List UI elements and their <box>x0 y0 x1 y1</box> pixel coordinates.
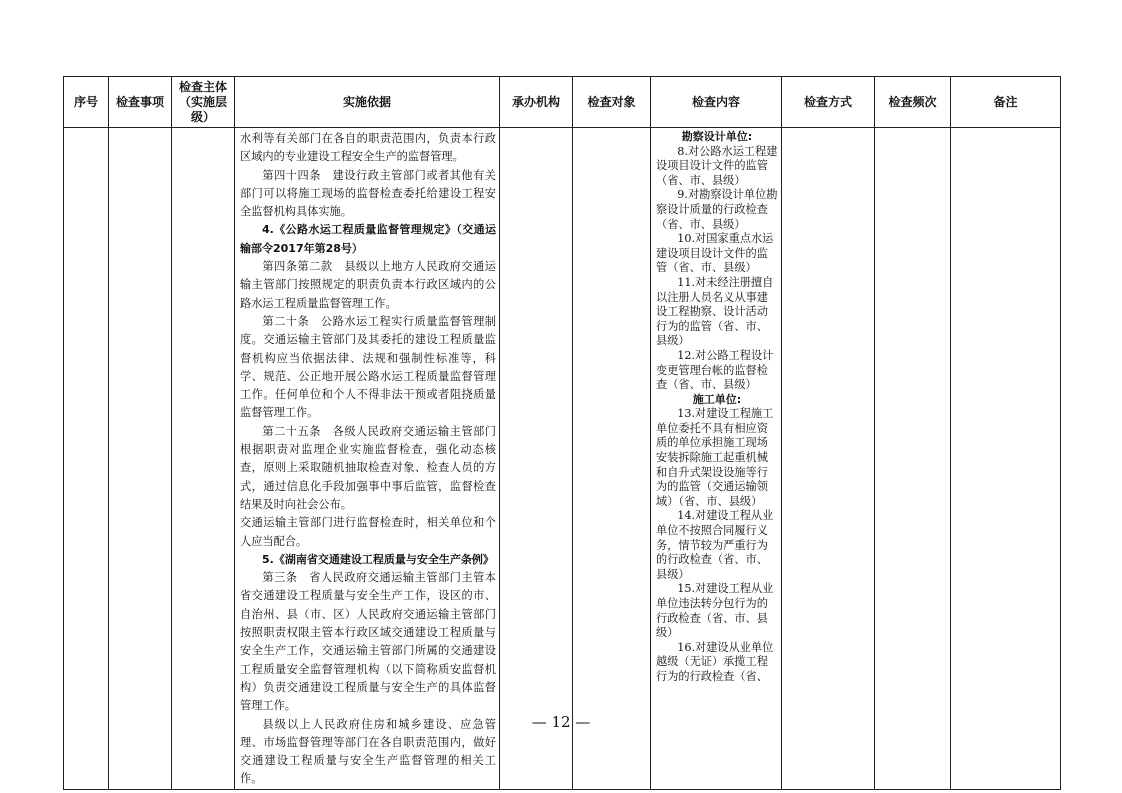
content-item: 13.对建设工程施工单位委托不具有相应资质的单位承担施工现场安装拆除施工起重机械和自升式架设设施等行为的监管（交通运输领域）（省、市、县级） <box>656 407 774 508</box>
header-frequency: 检查频次 <box>875 77 951 128</box>
basis-paragraph: 交通运输主管部门进行监督检查时，相关单位和个人应当配合。 <box>240 516 496 548</box>
header-item: 检查事项 <box>109 77 172 128</box>
header-method: 检查方式 <box>782 77 875 128</box>
cell-basis <box>235 128 500 790</box>
cell-seq <box>64 128 109 790</box>
header-agency: 承办机构 <box>500 77 573 128</box>
content-item: 11.对未经注册擅自以注册人员名义从事建设工程勘察、设计活动行为的监管（省、市、县级） <box>656 275 774 348</box>
content-item: 9.对勘察设计单位勘察设计质量的行政检查（省、市、县级） <box>656 188 778 231</box>
header-basis: 实施依据 <box>235 77 500 128</box>
header-subject <box>172 77 235 128</box>
content-text <box>651 128 781 685</box>
cell-subject <box>172 128 235 790</box>
content-subheading: 施工单位: <box>692 392 742 406</box>
inspection-table <box>63 76 1061 790</box>
basis-paragraph: 第二十条 公路水运工程实行质量监督管理制度。交通运输主管部门及其委托的建设工程质量监督机构应当依据法律、法规和强制性标准等，科学、规范、公正地开展公路水运工程质量监督管理工作。任何单位和个人不得非法干预或者阻挠质量监督管理工作。 <box>240 314 496 420</box>
content-item: 8.对公路水运工程建设项目设计文件的监管（省、市、县级） <box>656 144 778 187</box>
cell-item <box>109 128 172 790</box>
content-item: 16.对建设从业单位越级（无证）承揽工程行为的行政检查（省、 <box>656 640 774 683</box>
header-subject-line2: （实施层级） <box>178 94 227 124</box>
basis-paragraph: 县级以上人民政府住房和城乡建设、应急管理、市场监督管理等部门在各自职责范围内，做好交通建设工程质量与安全生产监督管理的相关工作。 <box>240 717 496 786</box>
content-subheading: 勘察设计单位: <box>681 130 753 143</box>
content-item: 15.对建设工程从业单位违法转分包行为的行政检查（省、市、县级） <box>656 582 774 640</box>
cell-agency <box>500 128 573 790</box>
basis-paragraph: 第三条 省人民政府交通运输主管部门主管本省交通建设工程质量与安全生产工作，设区的市、自治州、县（市、区）人民政府交通运输主管部门按照职责权限主管本行政区域交通建设工程质量与安全生产工作，交通运输主管部门所属的交通建设工程质量安全监督管理机构（以下简称质安监督机构）负责交通建设工程质量与安全生产的具体监督管理工作。 <box>240 571 496 713</box>
cell-frequency <box>875 128 951 790</box>
table-row <box>64 128 1061 790</box>
content-item: 12.对公路工程设计变更管理台帐的监督检查（省、市、县级） <box>656 348 774 392</box>
cell-method <box>782 128 875 790</box>
header-seq: 序号 <box>64 77 109 128</box>
basis-paragraph: 水利等有关部门在各自的职责范围内，负责本行政区域内的专业建设工程安全生产的监督管理。 <box>240 132 496 164</box>
content-item: 14.对建设工程从业单位不按照合同履行义务，情节较为严重行为的行政检查（省、市、县级） <box>656 509 774 581</box>
header-remarks: 备注 <box>951 77 1061 128</box>
basis-paragraph: 第二十五条 各级人民政府交通运输主管部门根据职责对监理企业实施监督检查，强化动态核查，原则上采取随机抽取检查对象、检查人员的方式，通过信息化手段加强事中事后监管，监督检查结果及时向社会公布。 <box>240 424 496 511</box>
basis-paragraph: 5.《湖南省交通建设工程质量与安全生产条例》 <box>262 552 494 566</box>
cell-remarks <box>951 128 1061 790</box>
basis-paragraph: 第四条第二款 县级以上地方人民政府交通运输主管部门按照规定的职责负责本行政区域内的公路水运工程质量监督管理工作。 <box>240 260 496 310</box>
header-target: 检查对象 <box>573 77 651 128</box>
cell-target <box>573 128 651 790</box>
header-row <box>64 77 1061 128</box>
page-number: — 12 — <box>531 713 591 731</box>
cell-content <box>651 128 782 790</box>
basis-paragraph: 4.《公路水运工程质量监督管理规定》（交通运输部令2017年第28号） <box>240 223 496 255</box>
basis-text <box>235 128 499 789</box>
header-subject-line1: 检查主体 <box>178 79 227 94</box>
basis-paragraph: 第四十四条 建设行政主管部门或者其他有关部门可以将施工现场的监督检查委托给建设工程安全监督机构具体实施。 <box>240 168 496 219</box>
header-content: 检查内容 <box>651 77 782 128</box>
content-item: 10.对国家重点水运建设项目设计文件的监管（省、市、县级） <box>656 232 774 275</box>
